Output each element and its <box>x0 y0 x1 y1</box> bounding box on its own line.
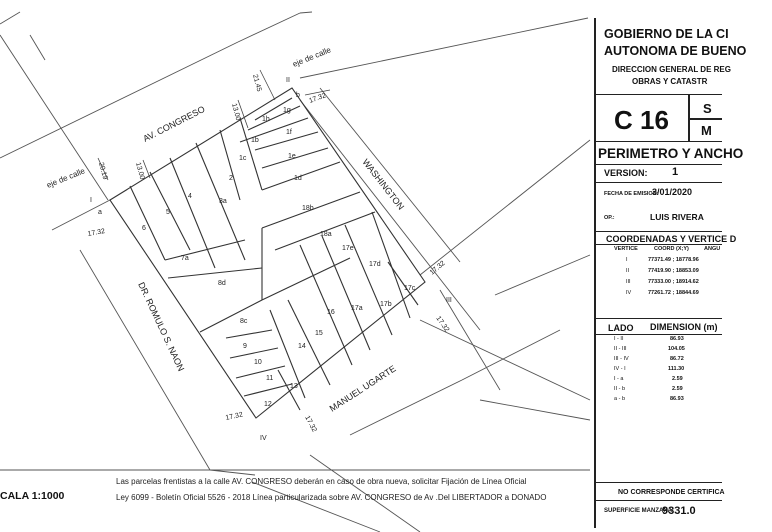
dimension-label: 21.45 <box>251 73 263 93</box>
coord-vertex: IV <box>626 290 632 296</box>
vertex-label: IV <box>260 435 267 442</box>
parcel-label: 6 <box>142 225 146 232</box>
operator-value: LUIS RIVERA <box>650 212 704 222</box>
parcel-label: 13 <box>290 383 298 390</box>
col-header: ANGU <box>704 246 721 252</box>
parcel-label: 1g <box>283 107 291 114</box>
parcel-label: 12 <box>264 401 272 408</box>
parcel-label: 10 <box>254 359 262 366</box>
parcel-label: 4 <box>188 193 192 200</box>
side-name: III - IV <box>614 356 629 362</box>
parcel-label: 14 <box>298 343 306 350</box>
side-dimension: 86.93 <box>670 336 684 342</box>
certification-note: NO CORRESPONDE CERTIFICA <box>618 489 725 496</box>
dimension-label: 17.32 <box>434 315 451 334</box>
parcel-label: 18b <box>302 205 314 212</box>
parcel-label: 15 <box>315 330 323 337</box>
side-dimension: 104.05 <box>668 346 685 352</box>
parcel-label: 17e <box>342 245 354 252</box>
parcel-label: 11 <box>266 375 274 382</box>
coord-value: 77261.72 ; 18844.69 <box>648 290 699 296</box>
parcel-label: 16 <box>327 309 335 316</box>
divider <box>688 118 722 120</box>
divider <box>596 231 722 232</box>
dimension-label: 20.19 <box>97 161 109 181</box>
perimeter-title: PERIMETRO Y ANCHO <box>598 146 744 161</box>
coord-value: 77333.00 ; 18914.62 <box>648 279 699 285</box>
vertex-label: b <box>296 92 300 99</box>
direction-line2: OBRAS Y CATASTR <box>632 77 708 86</box>
parcel-label: 1c <box>239 155 247 162</box>
gov-title <box>604 26 764 60</box>
parcel-label: 17c <box>404 285 416 292</box>
note-line-1: Las parcelas frentistas a la calle AV. CONGRESO deberán en caso de obra nueva, solicitar Fijación de Línea Oficial <box>116 477 527 486</box>
street-label-ugarte: MANUEL UGARTE <box>327 363 398 414</box>
coord-value: 77419.90 ; 18853.09 <box>648 268 699 274</box>
dimension-label: 17.32 <box>308 92 328 105</box>
dimension-label: 17.32 <box>428 259 447 277</box>
coord-vertex: III <box>626 279 631 285</box>
street-axis-label: eje de calle <box>291 45 333 69</box>
col-header: COORD (X;Y) <box>654 246 689 252</box>
parcel-label: 9 <box>243 343 247 350</box>
dimension-label: 17.32 <box>224 411 244 422</box>
side-name: IV - I <box>614 366 626 372</box>
side-column-label: LADO <box>608 323 634 333</box>
parcel-label: 5 <box>166 209 170 216</box>
parcel-label: 17b <box>380 301 392 308</box>
parcel-label: 17a <box>351 305 363 312</box>
direction-line1: DIRECCION GENERAL DE REG <box>612 65 731 74</box>
gov-title-line1: GOBIERNO DE LA CI <box>604 27 729 41</box>
dimension-label: 13.00 <box>134 161 146 181</box>
divider <box>596 482 722 483</box>
divider <box>596 334 722 335</box>
vertex-label: a <box>98 209 102 216</box>
side-name: II - III <box>614 346 627 352</box>
version-value: 1 <box>672 166 679 178</box>
parcel-label: 1h <box>262 116 270 123</box>
section-code: S <box>703 101 712 116</box>
coord-vertex: II <box>626 268 630 274</box>
operator-label: OP.: <box>604 215 615 221</box>
dimension-label: 17.32 <box>87 228 106 238</box>
coordinates-table <box>596 246 722 306</box>
parcel-label: 3a <box>219 198 227 205</box>
divider <box>596 500 722 501</box>
manzana-code: M <box>701 123 712 138</box>
street-label-naon: DR. ROMULO S. NAON <box>136 280 187 373</box>
side-dimension: 86.72 <box>670 356 684 362</box>
coord-vertex: I <box>626 257 628 263</box>
street-label-washington: WASHINGTON <box>360 157 407 212</box>
gov-title-line2: AUTONOMA DE BUENO <box>604 44 747 58</box>
surface-label: SUPERFICIE MANZANA: <box>604 508 674 514</box>
side-name: II - b <box>614 386 626 392</box>
divider <box>596 182 722 183</box>
sides-table <box>596 336 722 416</box>
parcel-label: 1b <box>251 137 259 144</box>
dimension-column-label: DIMENSION (m) <box>650 322 718 332</box>
divider <box>596 318 722 319</box>
side-name: I - II <box>614 336 624 342</box>
divider <box>596 244 722 245</box>
parcel-label: 18a <box>320 231 332 238</box>
street-axis-label: eje de calle <box>45 166 87 190</box>
coord-value: 77371.49 ; 18778.96 <box>648 257 699 263</box>
emission-date-label: FECHA DE EMISION: <box>604 191 659 197</box>
title-block <box>594 18 747 528</box>
vertex-label: II <box>286 77 290 84</box>
side-dimension: 111.30 <box>668 366 685 372</box>
side-dimension: 2.59 <box>672 386 683 392</box>
parcel-label: 17d <box>369 261 381 268</box>
vertex-label: III <box>446 297 452 304</box>
parcel-label: 1d <box>294 175 302 182</box>
divider <box>596 164 722 165</box>
coordinates-title: COORDENADAS Y VERTICE D <box>606 234 737 244</box>
side-name: I - a <box>614 376 624 382</box>
parcel-label: 8d <box>218 280 226 287</box>
parcel-label: 1e <box>288 153 296 160</box>
dimension-label: 17.32 <box>303 414 318 434</box>
emission-date-value: 3/01/2020 <box>652 187 693 197</box>
direction-title <box>612 64 772 88</box>
parcel-label: 1f <box>286 129 292 136</box>
col-header: VERTICE <box>614 246 638 252</box>
side-name: a - b <box>614 396 626 402</box>
parcel-label: 8c <box>240 318 248 325</box>
note-line-2: Ley 6099 - Boletín Oficial 5526 - 2018 Línea particularizada sobre AV. CONGRESO de Av .Del LIBERTADOR a DONADO <box>116 493 547 502</box>
parcel-label: 7a <box>181 255 189 262</box>
parcel-label: 2 <box>229 175 233 182</box>
side-dimension: 2.59 <box>672 376 683 382</box>
scale-label: CALA 1:1000 <box>0 490 65 502</box>
map-code-box <box>596 94 722 142</box>
version-label: VERSION: <box>604 168 648 178</box>
vertex-label: I <box>90 197 92 204</box>
map-code: C 16 <box>614 105 669 135</box>
side-dimension: 86.93 <box>670 396 684 402</box>
surface-value: 9331.0 <box>662 505 696 517</box>
street-label-congreso: AV. CONGRESO <box>141 103 207 144</box>
dimension-label: 13.00 <box>230 102 242 122</box>
